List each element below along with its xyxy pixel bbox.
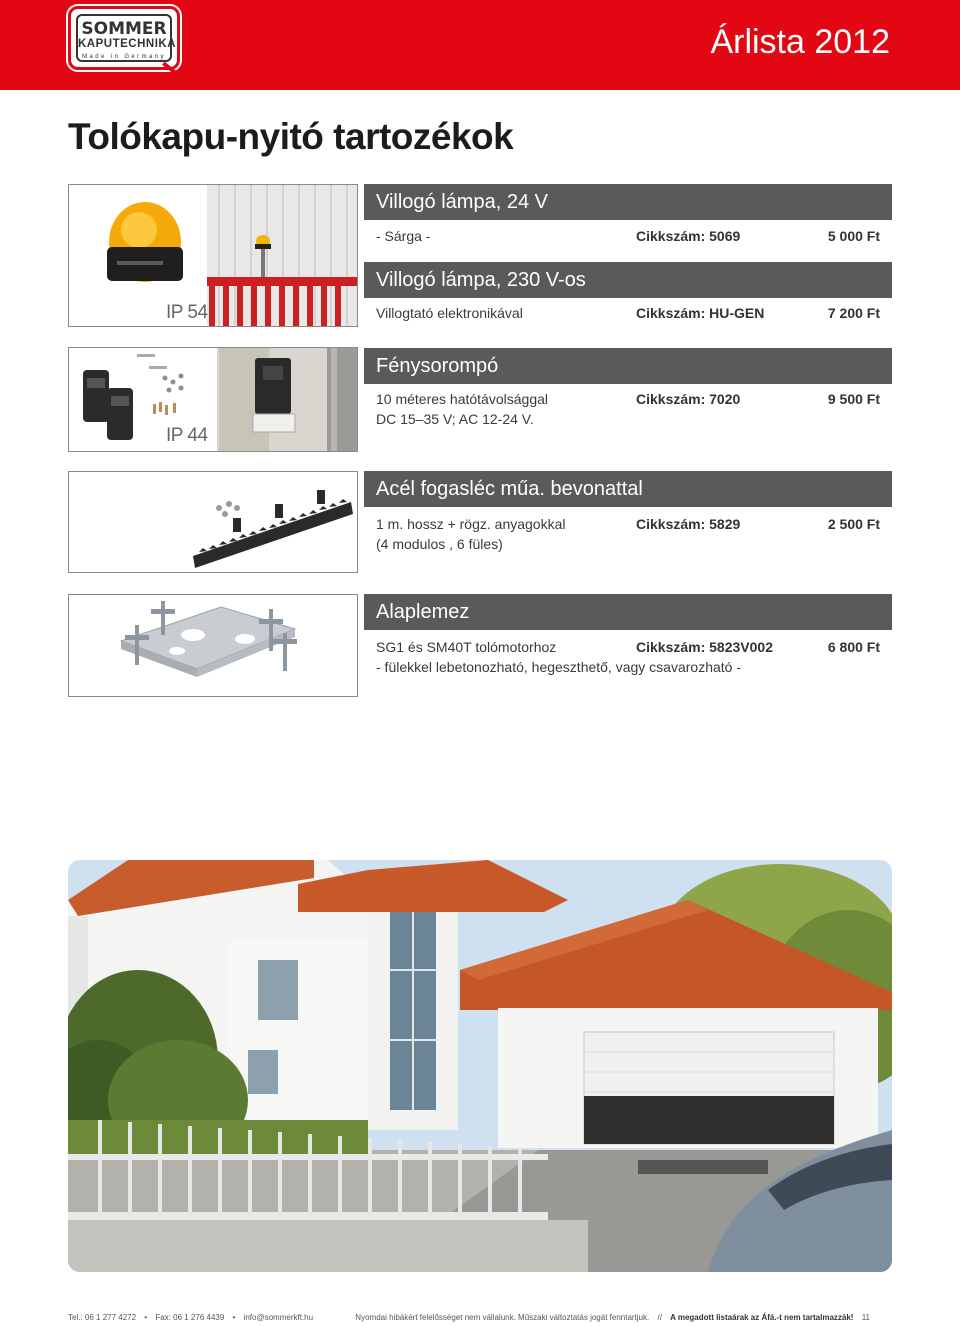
footer-bullet-icon: • xyxy=(144,1313,148,1322)
header-bar xyxy=(0,0,960,90)
product-price: 7 200 Ft xyxy=(827,305,880,321)
logo-text-sub: Made in Germany xyxy=(82,54,166,60)
logo-text-mid: KAPUTECHNIKA xyxy=(78,38,176,50)
product-bar-flashing-lamp-24v: Villogó lámpa, 24 V xyxy=(364,184,892,220)
product-bar-base-plate: Alaplemez xyxy=(364,594,892,630)
product-bar-gear-rack: Acél fogasléc műa. bevonattal xyxy=(364,471,892,507)
footer-email-link[interactable]: info@sommerkft.hu xyxy=(243,1313,314,1322)
product-sub-photocell: DC 15–35 V; AC 12-24 V. xyxy=(376,411,534,427)
product-sub-gear-rack: (4 modulos , 6 füles) xyxy=(376,536,503,552)
product-desc: Villogtató elektronikával xyxy=(376,305,523,321)
product-price: 9 500 Ft xyxy=(827,391,880,407)
footer-vat-note: A megadott listaárak az Áfá.-t nem tartalmazzák! xyxy=(670,1313,854,1322)
price-list-title: Árlista 2012 xyxy=(710,23,890,61)
product-bar-photocell: Fénysorompó xyxy=(364,348,892,384)
product-sub-base-plate: - fülekkel lebetonozható, hegeszthető, vagy csavarozható - xyxy=(376,659,741,675)
product-price: 5 000 Ft xyxy=(827,228,880,244)
product-price: 6 800 Ft xyxy=(827,639,880,655)
product-code: Cikkszám: 5823V002 xyxy=(636,639,773,655)
product-code: Cikkszám: 5069 xyxy=(636,228,741,244)
flashing-lamp-image xyxy=(68,184,358,327)
footer-bullet-icon: • xyxy=(232,1313,236,1322)
product-desc: - Sárga - xyxy=(376,228,431,244)
base-plate-image xyxy=(68,594,358,697)
footer-separator: // xyxy=(657,1313,662,1322)
product-desc: SG1 és SM40T tolómotorhoz xyxy=(376,639,557,655)
product-desc: 10 méteres hatótávolsággal xyxy=(376,391,548,407)
ip-rating-photocell: IP 44 xyxy=(166,425,208,446)
product-price: 2 500 Ft xyxy=(827,516,880,532)
house-gate-photo xyxy=(68,860,892,1272)
product-desc: 1 m. hossz + rögz. anyagokkal xyxy=(376,516,566,532)
product-code: Cikkszám: HU-GEN xyxy=(636,305,765,321)
footer-fax: Fax: 06 1 276 4439 xyxy=(155,1313,225,1322)
photocell-image xyxy=(68,347,358,452)
ip-rating-lamp: IP 54 xyxy=(166,302,208,323)
footer-phone: Tel.: 06 1 277 4272 xyxy=(68,1313,137,1322)
product-code: Cikkszám: 5829 xyxy=(636,516,741,532)
product-code: Cikkszám: 7020 xyxy=(636,391,741,407)
page-title: Tolókapu-nyitó tartozékok xyxy=(68,116,514,157)
sommer-logo[interactable] xyxy=(68,6,180,70)
page-footer xyxy=(68,1313,924,1323)
product-bar-flashing-lamp-230v: Villogó lámpa, 230 V-os xyxy=(364,262,892,298)
logo-text-top: SOMMER xyxy=(81,19,167,39)
gear-rack-image xyxy=(68,471,358,573)
footer-disclaimer: Nyomdai hibákért felelősséget nem vállalunk. Műszaki változtatás jogát fenntartjuk. xyxy=(355,1313,650,1322)
footer-page-number: 11 xyxy=(861,1313,871,1322)
